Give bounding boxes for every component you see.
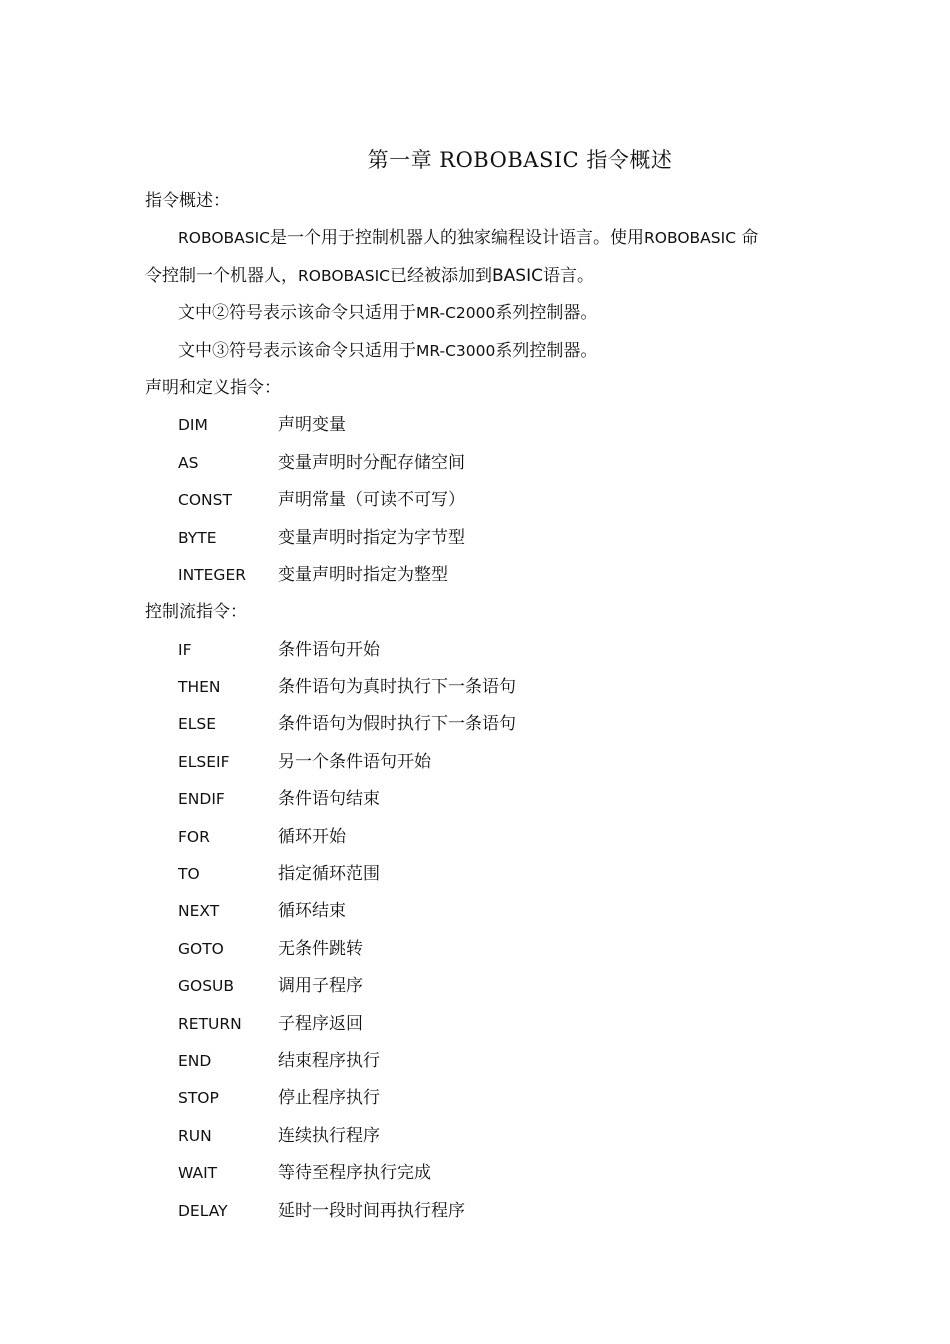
- command-name: BYTE: [178, 528, 217, 547]
- text-run: ROBOBASIC: [644, 229, 737, 248]
- command-name: TO: [178, 865, 200, 884]
- text-run: 命: [736, 228, 759, 249]
- command-description: 声明常量（可读不可写）: [278, 490, 465, 511]
- text-run: 文中②符号表示该命令只适用于: [178, 303, 416, 324]
- text-run: 系列控制器。: [495, 303, 598, 324]
- command-name: END: [178, 1051, 212, 1070]
- command-row: [145, 486, 825, 523]
- overview-paragraph-line-2: [145, 262, 825, 299]
- text-run: ROBOBASIC: [178, 229, 271, 248]
- command-name: DELAY: [178, 1201, 228, 1220]
- command-row: [145, 823, 825, 860]
- command-name: WAIT: [178, 1164, 218, 1183]
- command-description: 指定循环范围: [278, 864, 380, 885]
- command-name: CONST: [178, 491, 232, 510]
- command-row: [145, 636, 825, 673]
- command-row: [145, 935, 825, 972]
- symbol-note-c2000: [145, 299, 825, 336]
- command-row: [145, 897, 825, 934]
- command-name: DIM: [178, 416, 208, 435]
- command-description: 声明变量: [278, 415, 346, 436]
- document-body: [145, 187, 825, 1234]
- command-name: THEN: [178, 678, 221, 697]
- flow-heading: 控制流指令：: [145, 602, 247, 623]
- command-row: [145, 411, 825, 448]
- command-row: [145, 1010, 825, 1047]
- command-description: 结束程序执行: [278, 1050, 380, 1071]
- overview-heading: 指令概述：: [145, 191, 230, 211]
- text-run: 语言。: [542, 265, 594, 286]
- command-row: [145, 1122, 825, 1159]
- command-row: [145, 524, 825, 561]
- command-description: 无条件跳转: [278, 938, 363, 959]
- command-name: STOP: [178, 1089, 219, 1108]
- command-description: 停止程序执行: [278, 1088, 380, 1109]
- command-name: GOSUB: [178, 977, 235, 996]
- text-run: 已经被添加到: [390, 265, 493, 286]
- command-row: [145, 1159, 825, 1196]
- command-name: NEXT: [178, 902, 220, 921]
- command-row: [145, 710, 825, 747]
- command-name: AS: [178, 453, 199, 472]
- command-row: [145, 748, 825, 785]
- command-name: RUN: [178, 1126, 212, 1145]
- command-row: [145, 785, 825, 822]
- declare-command-list: [145, 411, 825, 598]
- command-description: 连续执行程序: [278, 1125, 380, 1146]
- text-run: ROBOBASIC: [298, 266, 391, 285]
- command-description: 条件语句为假时执行下一条语句: [278, 714, 516, 735]
- declare-heading: 声明和定义指令：: [145, 377, 281, 398]
- command-description: 等待至程序执行完成: [278, 1163, 431, 1184]
- command-row: [145, 1084, 825, 1121]
- command-name: FOR: [178, 827, 210, 846]
- text-run: 是一个用于控制机器人的独家编程设计语言。使用: [270, 228, 645, 249]
- command-row: [145, 449, 825, 486]
- command-description: 条件语句开始: [278, 639, 380, 660]
- command-name: INTEGER: [178, 565, 247, 584]
- command-row: [145, 673, 825, 710]
- command-row: [145, 1197, 825, 1234]
- text-run: 令控制一个机器人，: [145, 265, 298, 286]
- text-run: BASIC: [492, 265, 543, 286]
- command-name: ELSE: [178, 715, 217, 734]
- command-description: 调用子程序: [278, 976, 363, 997]
- command-description: 条件语句结束: [278, 789, 380, 810]
- command-description: 变量声明时分配存储空间: [278, 452, 465, 473]
- command-row: [145, 860, 825, 897]
- command-row: [145, 1047, 825, 1084]
- command-name: GOTO: [178, 939, 224, 958]
- command-name: RETURN: [178, 1014, 242, 1033]
- chapter-title: 第一章 ROBOBASIC 指令概述: [367, 148, 673, 172]
- command-description: 变量声明时指定为整型: [278, 564, 448, 585]
- overview-paragraph-line-1: [145, 224, 825, 261]
- command-description: 变量声明时指定为字节型: [278, 527, 465, 548]
- command-description: 另一个条件语句开始: [278, 751, 431, 772]
- command-name: IF: [178, 640, 192, 659]
- text-run: MR-C2000: [416, 304, 496, 323]
- command-description: 子程序返回: [278, 1013, 363, 1034]
- command-name: ENDIF: [178, 790, 225, 809]
- command-description: 延时一段时间再执行程序: [278, 1200, 465, 1221]
- command-row: [145, 561, 825, 598]
- text-run: MR-C3000: [416, 341, 496, 360]
- command-name: ELSEIF: [178, 752, 230, 771]
- command-description: 循环开始: [278, 826, 346, 847]
- symbol-note-c3000: [145, 337, 825, 374]
- text-run: 系列控制器。: [495, 340, 598, 361]
- command-row: [145, 972, 825, 1009]
- command-description: 条件语句为真时执行下一条语句: [278, 677, 516, 698]
- flow-command-list: [145, 636, 825, 1234]
- text-run: 文中③符号表示该命令只适用于: [178, 340, 416, 361]
- command-description: 循环结束: [278, 901, 346, 922]
